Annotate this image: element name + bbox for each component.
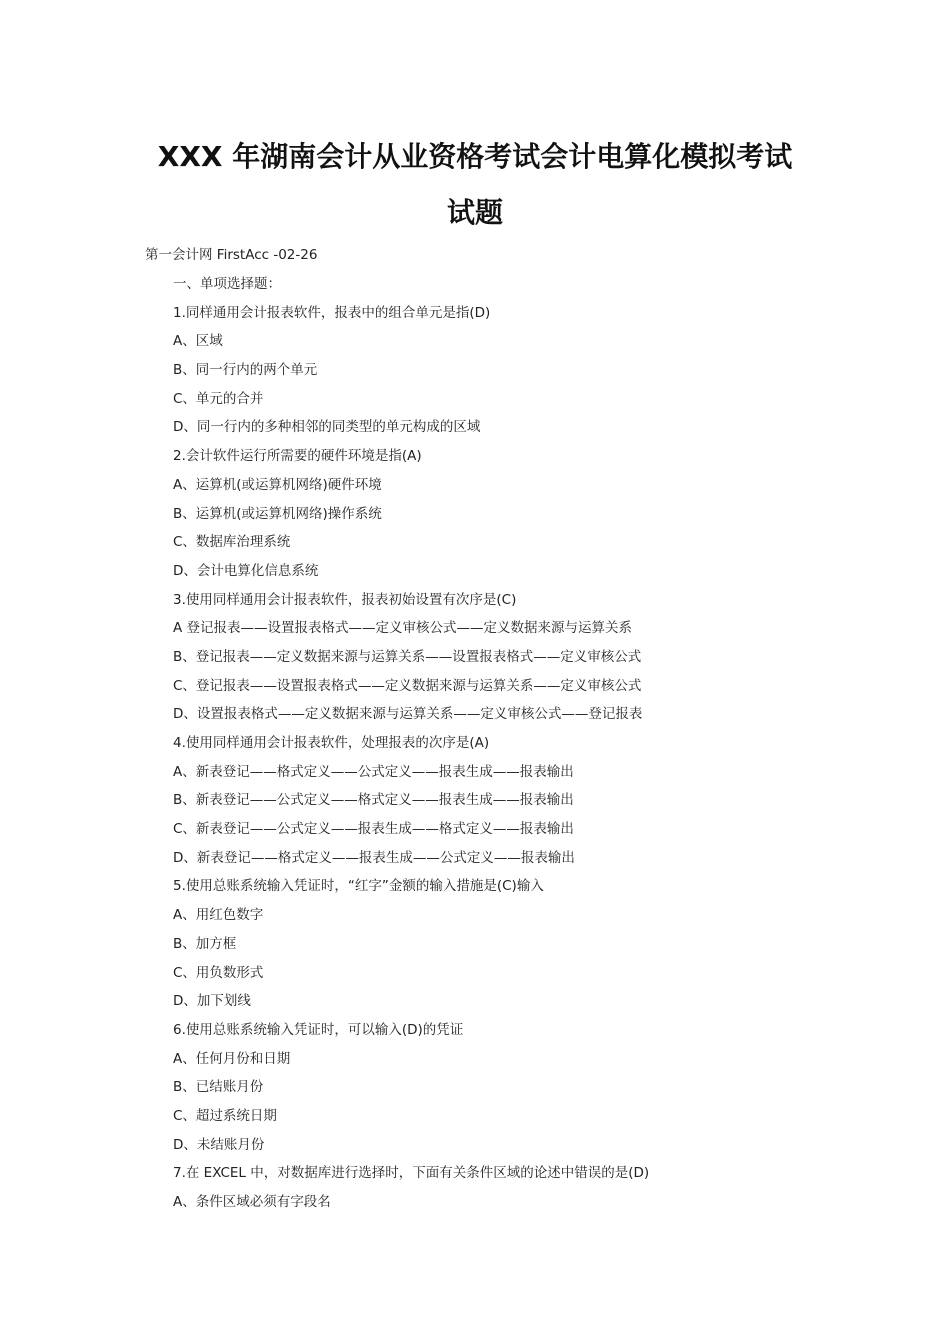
document-line: 3.使用同样通用会计报表软件，报表初始设置有次序是(C) [173, 591, 517, 608]
document-line: D、新表登记——格式定义——报表生成——公式定义——报表输出 [173, 849, 575, 866]
document-line: A、运算机(或运算机网络)硬件环境 [173, 476, 382, 493]
document-line: 6.使用总账系统输入凭证时，可以输入(D)的凭证 [173, 1021, 464, 1038]
document-line: 1.同样通用会计报表软件，报表中的组合单元是指(D) [173, 304, 491, 321]
document-body [173, 275, 893, 1222]
document-line: C、用负数形式 [173, 964, 264, 981]
document-line: A、新表登记——格式定义——公式定义——报表生成——报表输出 [173, 763, 574, 780]
document-line: B、同一行内的两个单元 [173, 362, 318, 379]
document-line: C、新表登记——公式定义——报表生成——格式定义——报表输出 [173, 821, 574, 838]
document-source: 第一会计网 FirstAcc -02-26 [145, 247, 318, 263]
document-line: A、区域 [173, 333, 223, 350]
document-line: B、登记报表——定义数据来源与运算关系——设置报表格式——定义审核公式 [173, 648, 642, 665]
document-line: A、条件区域必须有字段名 [173, 1194, 331, 1210]
document-line: 5.使用总账系统输入凭证时，“红字”金额的输入措施是(C)输入 [173, 878, 544, 895]
document-line: 4.使用同样通用会计报表软件，处理报表的次序是(A) [173, 735, 490, 751]
document-line: C、单元的合并 [173, 390, 264, 407]
document-line: B、已结账月份 [173, 1079, 264, 1096]
document-line: C、数据库治理系统 [173, 534, 291, 551]
document-line: D、同一行内的多种相邻的同类型的单元构成的区域 [173, 419, 481, 436]
document-line: C、登记报表——设置报表格式——定义数据来源与运算关系——定义审核公式 [173, 677, 642, 694]
document-line: D、会计电算化信息系统 [173, 562, 319, 579]
document-line: D、加下划线 [173, 993, 251, 1010]
document-title-line-2: 试题 [446, 196, 503, 229]
document-line: 7.在 EXCEL 中，对数据库进行选择时，下面有关条件区域的论述中错误的是(D) [173, 1165, 650, 1182]
document-title-line-1: XXX 年湖南会计从业资格考试会计电算化模拟考试 [157, 140, 793, 173]
section-heading: 一、单项选择题： [173, 276, 281, 292]
document-line: A 登记报表——设置报表格式——定义审核公式——定义数据来源与运算关系 [173, 620, 633, 637]
document-line: D、未结账月份 [173, 1136, 265, 1153]
document-line: A、用红色数字 [173, 907, 264, 924]
document-line: B、运算机(或运算机网络)操作系统 [173, 505, 382, 522]
document-line: D、设置报表格式——定义数据来源与运算关系——定义审核公式——登记报表 [173, 706, 643, 723]
document-line: B、加方框 [173, 935, 237, 952]
document-line: A、任何月份和日期 [173, 1050, 291, 1067]
document-line: B、新表登记——公式定义——格式定义——报表生成——报表输出 [173, 792, 574, 809]
document-line: C、超过系统日期 [173, 1107, 277, 1124]
document-line: 2.会计软件运行所需要的硬件环境是指(A) [173, 448, 422, 465]
